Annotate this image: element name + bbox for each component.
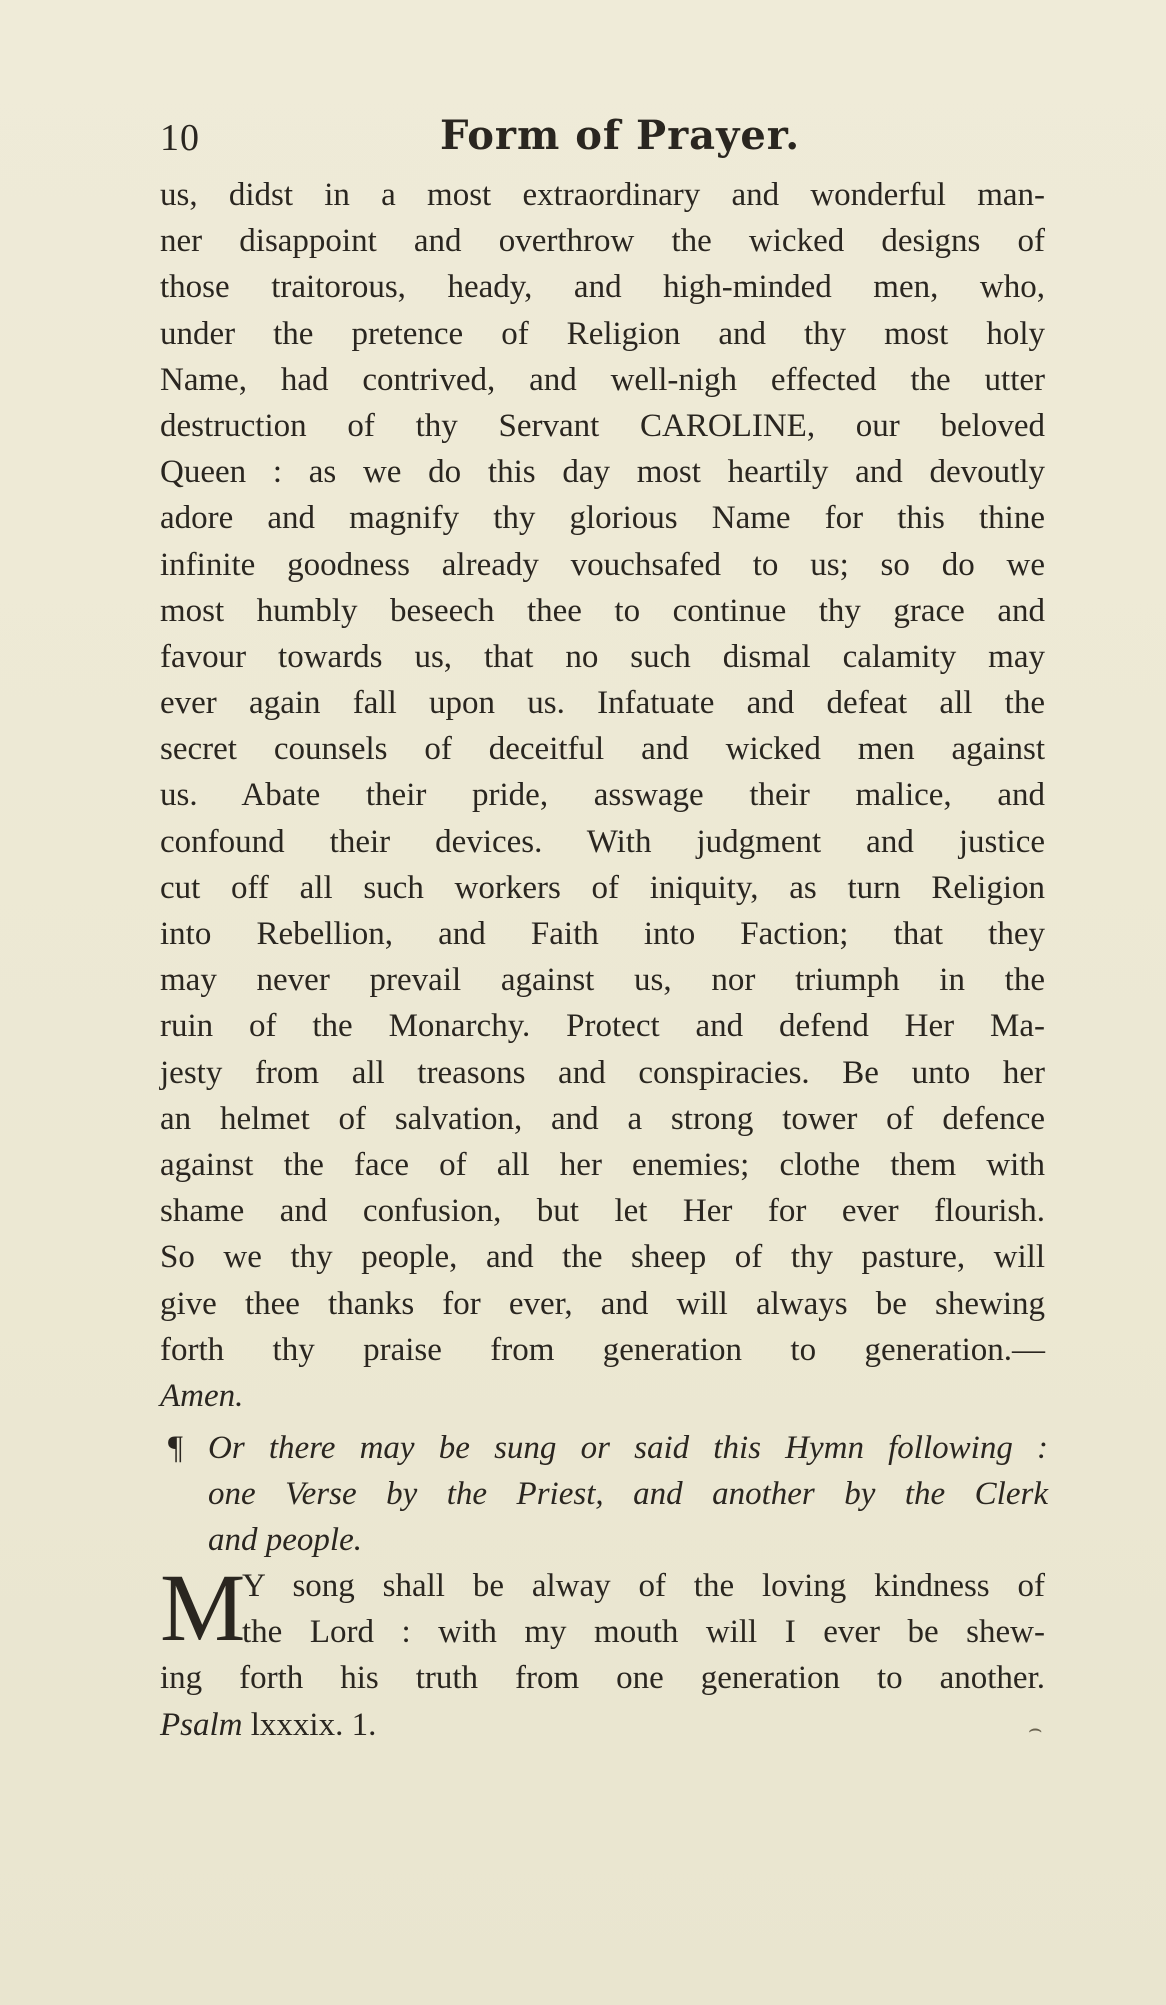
- printer-mark: ⌢: [1028, 1716, 1043, 1741]
- rubric-line: [168, 1425, 1048, 1471]
- rubric-line: and people.: [208, 1522, 362, 1559]
- hymn-line: ing forth his truth from one generation to another.: [160, 1660, 1045, 1697]
- text-line: those traitorous, heady, and high-minded men, who,: [160, 269, 1045, 306]
- amen-line: Amen.: [160, 1377, 244, 1414]
- text-line: Name, had contrived, and well-nigh effected the utter: [160, 361, 1045, 398]
- text-line: under the pretence of Religion and thy most holy: [160, 315, 1045, 352]
- text-line: ever again fall upon us. Infatuate and defeat all the: [160, 685, 1045, 722]
- running-head: Form of Prayer.: [440, 112, 801, 159]
- psalm-citation: [160, 1702, 1045, 1748]
- text-line: an helmet of salvation, and a strong tower of defence: [160, 1100, 1045, 1137]
- text-line: adore and magnify thy glorious Name for this thine: [160, 500, 1045, 537]
- psalm-label: Psalm: [160, 1706, 243, 1743]
- text-line: against the face of all her enemies; clothe them with: [160, 1146, 1045, 1183]
- text-line: may never prevail against us, nor triumph in the: [160, 962, 1045, 999]
- text-line: into Rebellion, and Faith into Faction; that they: [160, 916, 1045, 952]
- text-line: infinite goodness already vouchsafed to us; so do we: [160, 546, 1045, 583]
- text-line: us. Abate their pride, asswage their malice, and: [160, 777, 1045, 814]
- rubric-instruction: [168, 1425, 1048, 1564]
- text-line: us, didst in a most extraordinary and wonderful man-: [160, 177, 1045, 213]
- text-line: Queen : as we do this day most heartily and devoutly: [160, 454, 1045, 491]
- text-line: most humbly beseech thee to continue thy grace and: [160, 592, 1045, 629]
- hymn-verse: [160, 1554, 1045, 1748]
- page-number: 10: [160, 117, 200, 159]
- text-line: confound their devices. With judgment and justice: [160, 823, 1045, 860]
- prayer-text: [160, 172, 1045, 1419]
- text-line: ner disappoint and overthrow the wicked designs of: [160, 223, 1045, 260]
- text-line: cut off all such workers of iniquity, as turn Religion: [160, 869, 1045, 906]
- pilcrow-icon: ¶: [168, 1430, 183, 1466]
- page-header: [160, 112, 1060, 172]
- text-line: favour towards us, that no such dismal calamity may: [160, 638, 1045, 675]
- text-line: destruction of thy Servant CAROLINE, our beloved: [160, 407, 1045, 444]
- text-line: ruin of the Monarchy. Protect and defend Her Ma-: [160, 1008, 1045, 1045]
- rubric-line: one Verse by the Priest, and another by the Clerk: [208, 1476, 1048, 1513]
- hymn-line: the Lord : with my mouth will I ever be shew-: [242, 1614, 1045, 1651]
- text-line: jesty from all treasons and conspiracies. Be unto her: [160, 1054, 1045, 1091]
- text-line: shame and confusion, but let Her for ever flourish.: [160, 1193, 1045, 1230]
- drop-cap: M: [160, 1554, 246, 1661]
- hymn-line: Y song shall be alway of the loving kindness of: [242, 1568, 1045, 1604]
- text-line: So we thy people, and the sheep of thy pasture, will: [160, 1239, 1045, 1276]
- psalm-reference: lxxxix. 1.: [242, 1706, 377, 1743]
- rubric-text: Or there may be sung or said this Hymn following :: [208, 1430, 1048, 1466]
- text-line: give thee thanks for ever, and will always be shewing: [160, 1285, 1045, 1322]
- text-line: forth thy praise from generation to generation.—: [160, 1331, 1045, 1368]
- text-line: secret counsels of deceitful and wicked men against: [160, 731, 1045, 768]
